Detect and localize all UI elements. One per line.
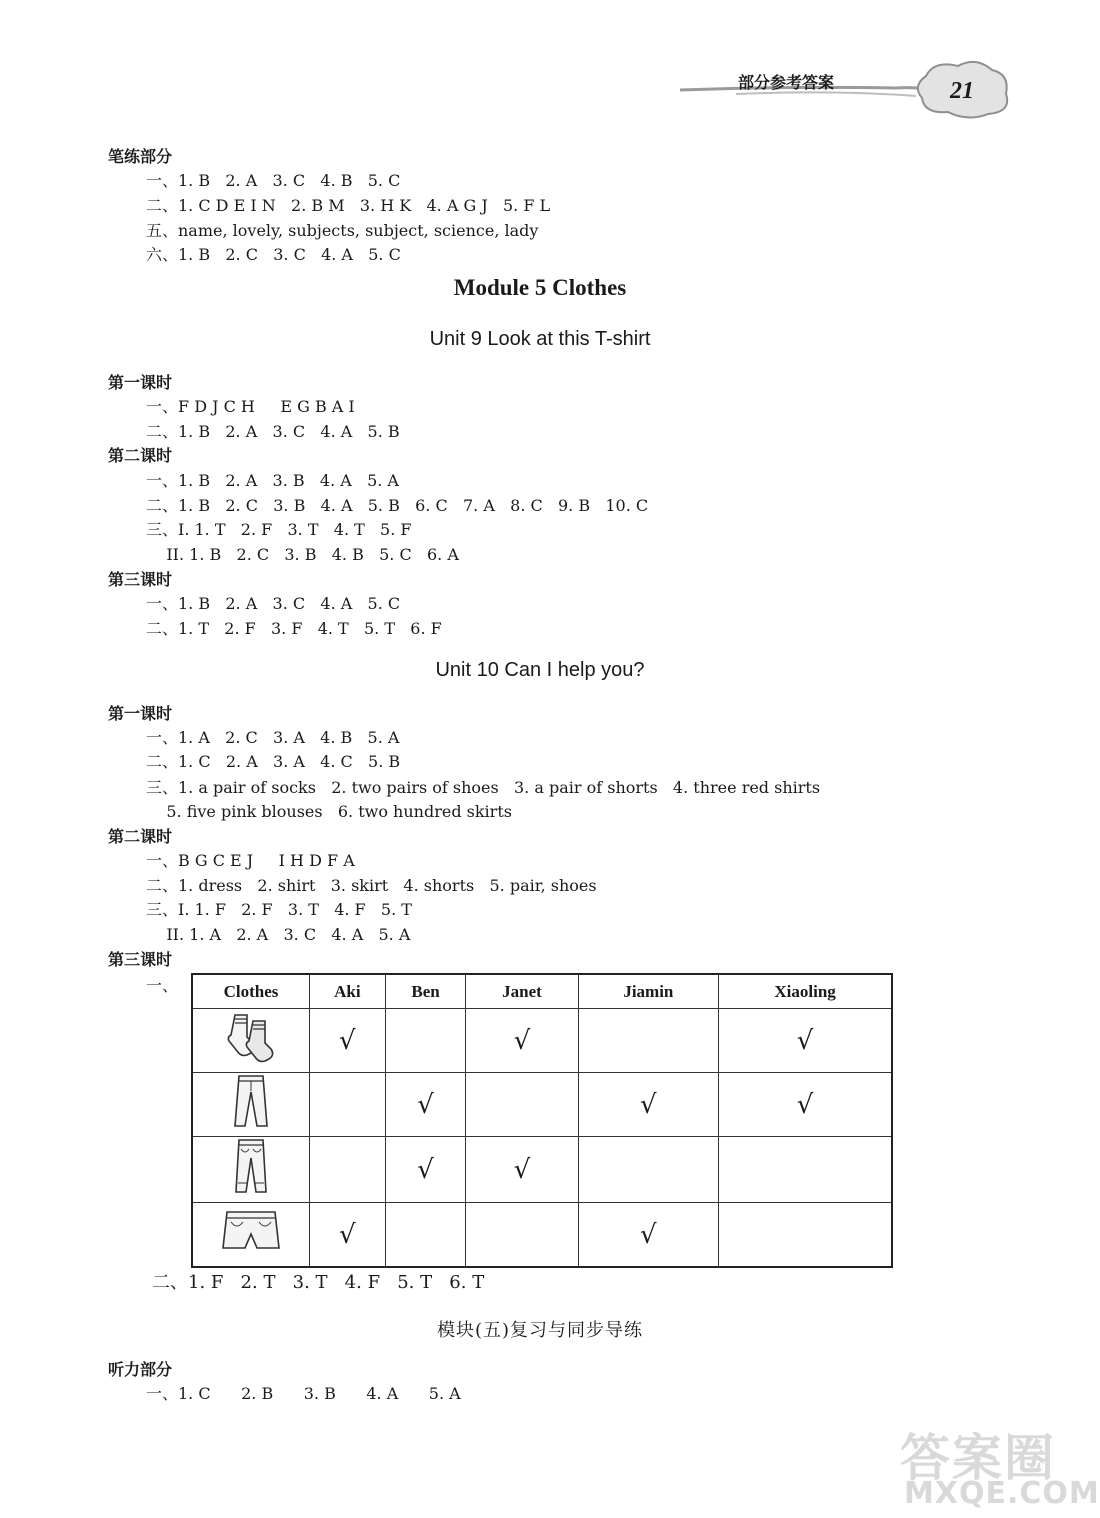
check-cell (310, 1203, 386, 1268)
check-cell (719, 1073, 892, 1137)
check-mark: √ (640, 1219, 657, 1250)
check-cell (578, 1203, 719, 1268)
answer-line: 二、1. B 2. C 3. B 4. A 5. B 6. C 7. A 8. C 9. B 10. C (146, 496, 649, 515)
answer-line: 二、1. dress 2. shirt 3. skirt 4. shorts 5. pair, shoes (146, 876, 597, 895)
answer-line: II. 1. A 2. A 3. C 4. A 5. A (146, 925, 411, 944)
lesson1-heading: 第一课时 (108, 704, 173, 723)
banner-title: 部分参考答案 (738, 73, 835, 92)
column-header: Aki (310, 974, 386, 1009)
check-mark: √ (417, 1089, 434, 1120)
answer-line: 六、1. B 2. C 3. C 4. A 5. C (146, 245, 401, 264)
lesson2-heading: 第二课时 (108, 827, 173, 846)
clothes-item-cell (192, 1073, 310, 1137)
check-cell (466, 1137, 578, 1203)
table-row (192, 1073, 892, 1137)
answer-line: 三、I. 1. T 2. F 3. T 4. T 5. F (146, 520, 412, 539)
watermark-text: 答案圈 (900, 1429, 1056, 1487)
answer-line: 一、1. C 2. B 3. B 4. A 5. A (146, 1384, 461, 1403)
header-banner (676, 56, 1016, 126)
clothes-item-cell (192, 1009, 310, 1073)
answer-line: 一、B G C E J I H D F A (146, 851, 355, 870)
column-header: Clothes (192, 974, 310, 1009)
item-label: 一、 (146, 976, 179, 995)
answer-line: 二、1. T 2. F 3. F 4. T 5. T 6. F (146, 619, 442, 638)
check-cell (466, 1009, 578, 1073)
answer-line: 一、1. A 2. C 3. A 4. B 5. A (146, 728, 400, 747)
answer-line: 二、1. C D E I N 2. B M 3. H K 4. A G J 5. F L (146, 196, 551, 215)
page-number: 21 (950, 78, 974, 104)
writing-heading: 笔练部分 (108, 147, 173, 166)
column-header: Janet (466, 974, 578, 1009)
answer-line: 一、F D J C H E G B A I (146, 397, 355, 416)
table-row (192, 1137, 892, 1203)
answer-line: 三、1. a pair of socks 2. two pairs of shoes 3. a pair of shorts 4. three red shirts (146, 778, 821, 797)
check-mark: √ (796, 1025, 814, 1056)
check-cell (578, 1137, 719, 1203)
unit9-title: Unit 9 Look at this T-shirt (429, 328, 651, 350)
answer-line: 三、I. 1. F 2. F 3. T 4. F 5. T (146, 900, 412, 919)
unit10-title: Unit 10 Can I help you? (435, 659, 645, 681)
check-cell (466, 1073, 578, 1137)
watermark-url: MXQE.COM (904, 1476, 1100, 1511)
check-cell (719, 1137, 892, 1203)
answer-line: II. 1. B 2. C 3. B 4. B 5. C 6. A (146, 545, 459, 564)
check-cell (385, 1203, 466, 1268)
review-title: 模块(五)复习与同步导练 (436, 1320, 644, 1341)
check-cell (310, 1009, 386, 1073)
check-cell (578, 1073, 719, 1137)
answer-line: 5. five pink blouses 6. two hundred skirts (146, 802, 512, 821)
answer-line: 二、1. C 2. A 3. A 4. C 5. B (146, 752, 401, 771)
column-header: Ben (385, 974, 466, 1009)
check-cell (310, 1137, 386, 1203)
table-header-row (192, 974, 892, 1009)
check-mark: √ (640, 1089, 657, 1120)
check-mark: √ (417, 1154, 434, 1185)
check-mark: √ (339, 1219, 356, 1250)
answer-line: 二、1. F 2. T 3. T 4. F 5. T 6. T (152, 1272, 485, 1293)
answer-line: 五、name, lovely, subjects, subject, science, lady (146, 221, 539, 240)
check-cell (385, 1009, 466, 1073)
check-cell (466, 1203, 578, 1268)
shorts-icon (221, 1231, 281, 1261)
trousers-icon (231, 1106, 271, 1136)
table-row (192, 1009, 892, 1073)
lesson2-heading: 第二课时 (108, 446, 173, 465)
check-mark: √ (796, 1089, 814, 1120)
answer-line: 一、1. B 2. A 3. C 4. B 5. C (146, 171, 401, 190)
check-mark: √ (339, 1025, 356, 1056)
answer-line: 二、1. B 2. A 3. C 4. A 5. B (146, 422, 400, 441)
jeans-icon (231, 1172, 271, 1202)
module-title: Module 5 Clothes (453, 275, 627, 300)
check-cell (578, 1009, 719, 1073)
answer-line: 一、1. B 2. A 3. B 4. A 5. A (146, 471, 399, 490)
column-header: Xiaoling (719, 974, 892, 1009)
clothes-item-cell (192, 1203, 310, 1268)
check-mark: √ (513, 1025, 531, 1056)
check-cell (385, 1073, 466, 1137)
lesson1-heading: 第一课时 (108, 373, 173, 392)
table-row (192, 1203, 892, 1268)
column-header: Jiamin (578, 974, 719, 1009)
check-cell (719, 1009, 892, 1073)
lesson3-heading: 第三课时 (108, 950, 173, 969)
check-cell (719, 1203, 892, 1268)
answer-line: 一、1. B 2. A 3. C 4. A 5. C (146, 594, 401, 613)
lesson3-heading: 第三课时 (108, 570, 173, 589)
listening-heading: 听力部分 (108, 1360, 173, 1379)
clothes-table (191, 973, 893, 1268)
check-mark: √ (513, 1154, 531, 1185)
socks-icon (221, 1040, 281, 1070)
check-cell (385, 1137, 466, 1203)
check-cell (310, 1073, 386, 1137)
clothes-item-cell (192, 1137, 310, 1203)
